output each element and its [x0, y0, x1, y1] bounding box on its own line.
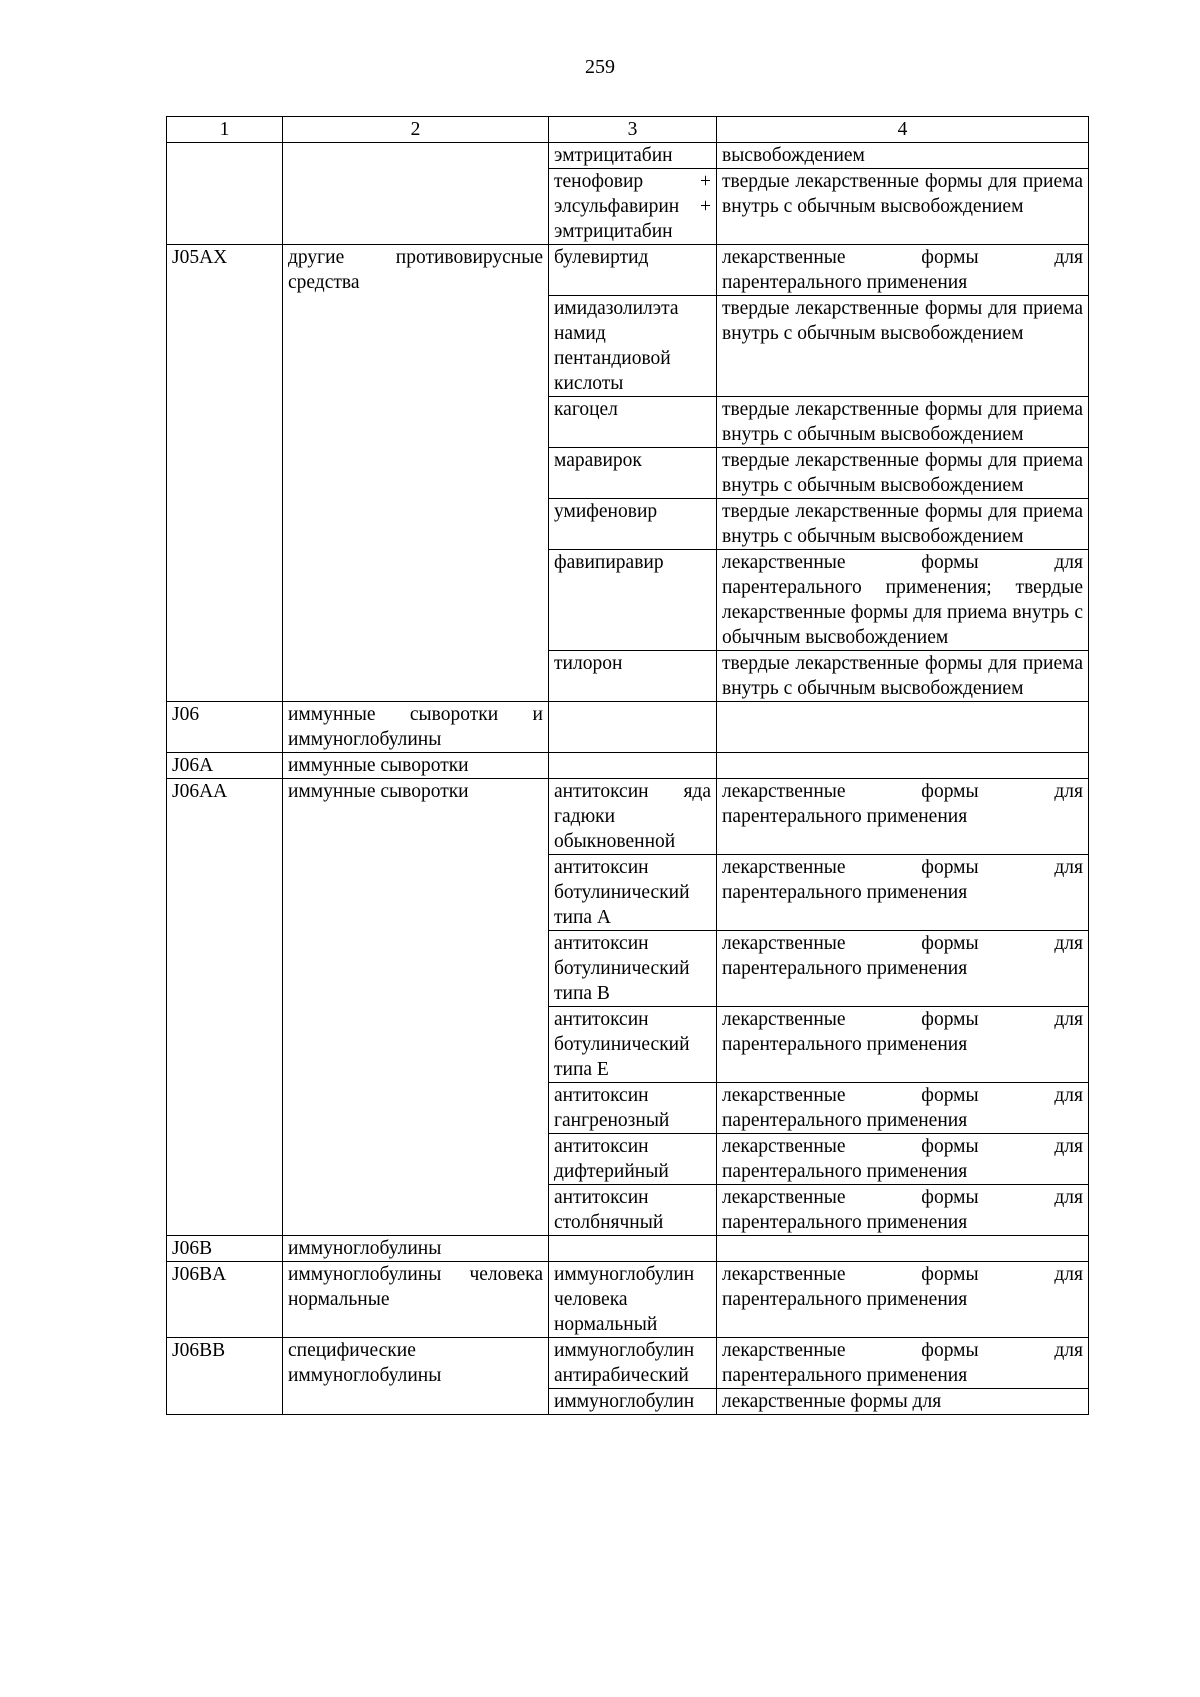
group-cell: другие противовирусные средства — [283, 245, 549, 702]
table-row — [167, 1338, 1089, 1389]
group-cell: иммуноглобулины — [283, 1236, 549, 1262]
code-cell: J06AA — [167, 779, 283, 1236]
table-row — [167, 753, 1089, 779]
drug-cell: эмтрицитабин — [549, 143, 717, 169]
drug-cell: булевиртид — [549, 245, 717, 296]
drug-cell: имидазолилэта намид пентандиовой кислоты — [549, 296, 717, 397]
table-row — [167, 1262, 1089, 1338]
drug-cell — [549, 1236, 717, 1262]
drug-cell: иммуноглобулин — [549, 1389, 717, 1415]
code-cell — [167, 143, 283, 245]
group-cell: иммунные сыворотки и иммуноглобулины — [283, 702, 549, 753]
code-cell: J06BA — [167, 1262, 283, 1338]
drug-cell: антитоксин столбнячный — [549, 1185, 717, 1236]
header-col-4: 4 — [717, 117, 1089, 143]
drug-cell: тенофовир + элсульфавирин + эмтрицитабин — [549, 169, 717, 245]
form-cell: твердые лекарственные формы для приема внутрь с обычным высвобождением — [717, 448, 1089, 499]
form-cell: лекарственные формы для парентерального применения — [717, 1083, 1089, 1134]
form-cell: твердые лекарственные формы для приема внутрь с обычным высвобождением — [717, 651, 1089, 702]
form-cell: твердые лекарственные формы для приема внутрь с обычным высвобождением — [717, 397, 1089, 448]
header-col-2: 2 — [283, 117, 549, 143]
form-cell: лекарственные формы для парентерального применения — [717, 1262, 1089, 1338]
drug-table — [166, 116, 1089, 1415]
header-col-1: 1 — [167, 117, 283, 143]
code-cell: J06A — [167, 753, 283, 779]
form-cell: твердые лекарственные формы для приема внутрь с обычным высвобождением — [717, 296, 1089, 397]
table-row — [167, 1236, 1089, 1262]
drug-cell: умифеновир — [549, 499, 717, 550]
table-header-row — [167, 117, 1089, 143]
table-row — [167, 779, 1089, 855]
drug-cell: антитоксин ботулинический типа A — [549, 855, 717, 931]
form-cell: твердые лекарственные формы для приема внутрь с обычным высвобождением — [717, 169, 1089, 245]
group-cell: специфические иммуноглобулины — [283, 1338, 549, 1415]
table-row — [167, 245, 1089, 296]
form-cell: лекарственные формы для парентерального применения — [717, 1134, 1089, 1185]
form-cell — [717, 702, 1089, 753]
header-col-3: 3 — [549, 117, 717, 143]
form-cell: лекарственные формы для парентерального применения — [717, 1185, 1089, 1236]
code-cell: J05AX — [167, 245, 283, 702]
drug-cell: фавипиравир — [549, 550, 717, 651]
form-cell: лекарственные формы для парентерального применения — [717, 245, 1089, 296]
drug-cell: антитоксин ботулинический типа B — [549, 931, 717, 1007]
form-cell: лекарственные формы для — [717, 1389, 1089, 1415]
drug-cell: маравирок — [549, 448, 717, 499]
code-cell: J06BB — [167, 1338, 283, 1415]
drug-cell: антитоксин яда гадюки обыкновенной — [549, 779, 717, 855]
form-cell: высвобождением — [717, 143, 1089, 169]
code-cell: J06B — [167, 1236, 283, 1262]
form-cell: лекарственные формы для парентерального применения — [717, 931, 1089, 1007]
drug-cell: антитоксин дифтерийный — [549, 1134, 717, 1185]
group-cell — [283, 143, 549, 245]
code-cell: J06 — [167, 702, 283, 753]
form-cell — [717, 1236, 1089, 1262]
drug-cell: кагоцел — [549, 397, 717, 448]
form-cell: лекарственные формы для парентерального применения — [717, 855, 1089, 931]
drug-cell: антитоксин ботулинический типа E — [549, 1007, 717, 1083]
drug-cell: тилорон — [549, 651, 717, 702]
group-cell: иммуноглобулины человека нормальные — [283, 1262, 549, 1338]
drug-cell: антитоксин гангренозный — [549, 1083, 717, 1134]
form-cell: лекарственные формы для парентерального применения — [717, 779, 1089, 855]
table-row — [167, 143, 1089, 169]
drug-cell — [549, 702, 717, 753]
table-row — [167, 702, 1089, 753]
form-cell: твердые лекарственные формы для приема внутрь с обычным высвобождением — [717, 499, 1089, 550]
page-number: 259 — [585, 56, 615, 78]
group-cell: иммунные сыворотки — [283, 753, 549, 779]
drug-cell — [549, 753, 717, 779]
form-cell: лекарственные формы для парентерального применения — [717, 1007, 1089, 1083]
form-cell: лекарственные формы для парентерального применения; твердые лекарственные формы для приема внутрь с обычным высвобождением — [717, 550, 1089, 651]
group-cell: иммунные сыворотки — [283, 779, 549, 1236]
form-cell: лекарственные формы для парентерального применения — [717, 1338, 1089, 1389]
drug-cell: иммуноглобулин человека нормальный — [549, 1262, 717, 1338]
form-cell — [717, 753, 1089, 779]
drug-cell: иммуноглобулин антирабический — [549, 1338, 717, 1389]
